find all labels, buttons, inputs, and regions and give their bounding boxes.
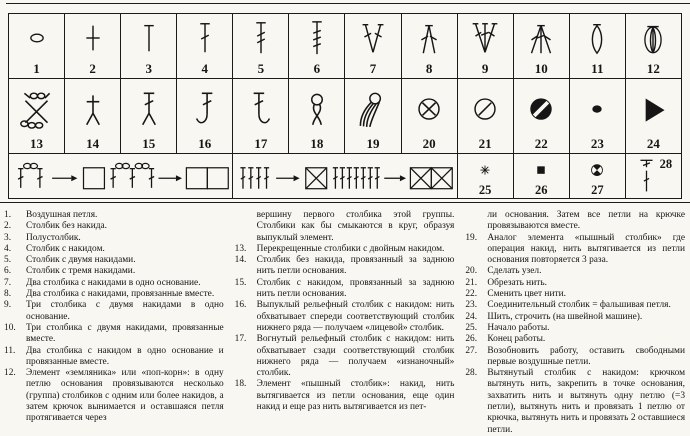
stitch-symbol (458, 79, 513, 137)
legend-item-number: 10. (4, 322, 16, 333)
legend-item-text: Элемент «земляника» или «поп-корн»: в одну петлю основания провязываются несколько (группа) столбиков с одним или более накидов, а затем крючок вынимается и оставшаяся петля протягивается через (26, 368, 224, 424)
stitch-symbol (177, 79, 232, 137)
stitch-symbol (121, 14, 176, 62)
stitch-symbol (570, 14, 625, 62)
legend-item-text: Вогнутый рельефный столбик с накидом: нить обхватывает сзади соответствующий столбик нижнего ряда — получаем «изнаночный» столбик. (256, 334, 455, 379)
symbol-row (9, 14, 682, 79)
legend-item (463, 312, 687, 323)
legend-item-number: 11. (4, 345, 16, 356)
symbol-number: 17 (254, 136, 268, 151)
stitch-symbol (458, 154, 513, 184)
symbol-cell-content (458, 79, 513, 153)
symbol-cell-27 (569, 154, 625, 199)
symbol-cell-28 (625, 154, 681, 199)
legend-item-text: Аналог элемента «пышный столбик» где операция накид, нить вытягивается из петли основания повторяется 3 раза. (487, 232, 686, 266)
symbol-cell-content (65, 14, 120, 78)
symbol-number: 25 (478, 183, 492, 197)
filet-filled-mesh-cell (233, 154, 457, 199)
dc-back-loop-icon (128, 86, 170, 130)
legend-item-number: 19. (465, 232, 478, 243)
symbol-cell-content (177, 79, 232, 153)
legend-item-text: Два столбика с накидами, провязанные вместе. (26, 289, 215, 300)
symbol-cell-2 (65, 14, 121, 79)
symbol-number: 24 (646, 136, 660, 151)
symbol-cell-13 (9, 79, 65, 154)
legend-item (233, 379, 457, 413)
legend-item (2, 221, 226, 232)
legend (2, 210, 687, 436)
symbol-cell-content (289, 79, 344, 153)
legend-item-number: 4. (4, 243, 12, 254)
symbol-cell-content (9, 79, 64, 153)
stitch-symbol (514, 14, 569, 62)
symbol-cell-content (345, 14, 400, 78)
legend-item-number: 24. (465, 311, 478, 322)
sc-back-loop-icon (72, 86, 114, 130)
legend-item-number: 18. (234, 379, 247, 390)
symbol-cell-content (458, 14, 513, 78)
legend-column (2, 210, 226, 436)
symbol-cell-10 (513, 14, 569, 79)
symbol-number: 19 (366, 136, 380, 151)
symbol-cell-content (345, 79, 400, 153)
stitch-symbol (65, 79, 120, 137)
legend-item (233, 244, 457, 255)
legend-item (463, 266, 687, 277)
half-column-icon (129, 19, 169, 57)
symbol-cell-17 (233, 79, 289, 154)
legend-item (233, 300, 457, 334)
symbol-number: 8 (425, 61, 433, 76)
stitch-symbol (345, 79, 400, 137)
symbol-number: 16 (198, 136, 212, 151)
filet-open-mesh-icon (12, 158, 230, 195)
legend-item (2, 300, 226, 323)
symbol-cell-14 (65, 79, 121, 154)
symbol-cell-11 (569, 14, 625, 79)
legend-item (463, 278, 687, 289)
air-loop-icon (17, 19, 57, 57)
symbol-cell-content (233, 14, 288, 78)
legend-item-text: Сменить цвет нити. (487, 289, 566, 300)
legend-item (2, 323, 226, 346)
legend-item (463, 334, 687, 345)
stitch-symbol (402, 79, 457, 137)
legend-item (2, 255, 226, 266)
symbol-cell-20 (401, 79, 457, 154)
legend-item-text: Элемент «пышный столбик»: накид, нить вытягивается из петли основания, еще один накид и еще раз нить вытягивается из пет- (256, 379, 455, 413)
stitch-symbol (570, 79, 625, 137)
symbol-number: 22 (534, 136, 548, 151)
symbol-cell-content (65, 79, 120, 153)
stitch-symbol (402, 14, 457, 62)
symbol-cell-content (570, 14, 625, 78)
stitch-symbol (65, 14, 120, 62)
symbol-number: 3 (145, 61, 152, 76)
symbol-cell-23 (569, 79, 625, 154)
legend-item-number: 1. (4, 210, 12, 220)
filet-open-mesh-cell (9, 154, 233, 199)
make-knot-icon (408, 86, 450, 130)
legend-item-number: 26. (465, 334, 478, 345)
legend-item-text: Столбик без накида. (26, 221, 108, 232)
legend-item (463, 323, 687, 334)
legend-item (2, 368, 226, 424)
symbol-cell-7 (345, 14, 401, 79)
legend-item-text: вершину первого столбика этой группы. Столбики как бы смыкаются в круг, образуя выпуклый элемент. (256, 210, 455, 243)
legend-item-text: Столбик с накидом, провязанный за заднюю нить петли основания. (256, 277, 455, 300)
resume-work-icon (584, 158, 610, 181)
legend-item-number: 25. (465, 322, 478, 333)
symbol-number: 13 (30, 136, 44, 151)
treble-crochet-icon (241, 19, 281, 57)
symbol-cell-content (514, 79, 569, 153)
legend-item-text: Выпуклый рельефный столбик с накидом: нить обхватывает спереди соответствующий столбик нижнего ряда — получаем «лицевой» столбик. (256, 300, 455, 333)
legend-item-number: 20. (465, 266, 478, 277)
legend-item-text: Столбик с тремя накидами. (26, 266, 136, 277)
legend-item-number: 17. (234, 334, 247, 345)
double-treble-icon (297, 19, 337, 57)
legend-item (2, 210, 226, 221)
two-dc-together-icon (409, 19, 449, 57)
work-end-icon (528, 158, 554, 181)
legend-item-text: Воздушная петля. (26, 210, 98, 220)
double-crochet-icon (185, 19, 225, 57)
legend-item-text: Обрезать нить. (487, 277, 547, 288)
legend-item-number: 16. (234, 300, 247, 311)
symbol-number: 20 (422, 136, 436, 151)
symbol-number: 4 (201, 61, 209, 76)
legend-item-number: 9. (4, 300, 12, 311)
puff-stitch-icon (296, 86, 338, 130)
back-post-dc-icon (240, 86, 282, 130)
legend-item-text: Два столбика с накидами в одно основание. (26, 277, 201, 288)
stitch-symbol (345, 14, 400, 62)
legend-item-text: Столбик с накидом. (26, 243, 105, 254)
legend-item-text: Начало работы. (487, 322, 550, 333)
symbol-number: 11 (591, 61, 604, 76)
legend-item-number: 3. (4, 232, 12, 243)
legend-item (463, 233, 687, 267)
legend-item-number (233, 210, 257, 244)
stitch-symbol (233, 14, 288, 62)
symbol-cell-15 (121, 79, 177, 154)
legend-item (2, 244, 226, 255)
table-bottom-rule (0, 202, 690, 203)
symbol-number: 2 (89, 61, 96, 76)
legend-item-number: 27. (465, 345, 478, 356)
legend-item-number: 7. (4, 277, 12, 288)
legend-item (233, 210, 457, 244)
stitch-symbol (177, 14, 232, 62)
symbol-cell-content (402, 79, 457, 153)
symbol-number: 6 (313, 61, 321, 76)
symbol-cell-content (626, 79, 681, 153)
legend-item-number: 15. (234, 277, 247, 288)
legend-item-text: Два столбика с накидом в одно основание и провязанные вместе. (26, 345, 224, 367)
legend-item-number: 22. (465, 289, 478, 300)
legend-item-number: 23. (465, 300, 478, 311)
symbol-cell-24 (625, 79, 681, 154)
legend-item-text: Три столбика с двумя накидами в одно основание. (26, 300, 224, 322)
legend-item-text: Соединительный столбик = фальшивая петля. (487, 300, 671, 311)
stitch-symbol (626, 79, 681, 137)
symbol-number: 28 (659, 156, 673, 171)
symbol-number: 21 (478, 136, 492, 151)
legend-item (233, 334, 457, 379)
cut-thread-icon (464, 86, 506, 130)
symbol-cell-21 (457, 79, 513, 154)
symbol-cell-18 (289, 79, 345, 154)
change-color-icon (520, 86, 562, 130)
legend-item-number: 13. (234, 243, 247, 254)
symbol-cell-6 (289, 14, 345, 79)
symbol-cell-content (233, 79, 288, 153)
legend-item-number: 5. (4, 255, 12, 266)
symbol-cell-12 (625, 14, 681, 79)
symbol-number: 9 (481, 61, 489, 76)
stitch-symbol (626, 14, 681, 62)
legend-item (463, 300, 687, 311)
legend-item-number (463, 210, 487, 233)
sew-machine-icon (632, 86, 674, 130)
symbol-cell-3 (121, 14, 177, 79)
symbol-number: 1 (33, 61, 40, 76)
stitch-symbol (570, 154, 625, 184)
legend-item-number: 21. (465, 277, 478, 288)
legend-item (233, 255, 457, 278)
stitch-symbol (9, 79, 64, 137)
legend-item-text: Столбик с двумя накидами. (26, 255, 136, 266)
stitch-symbol (289, 14, 344, 62)
legend-item-number: 28. (465, 368, 478, 379)
stitch-symbol (458, 14, 513, 62)
symbol-cell-content (626, 14, 681, 78)
legend-item (463, 210, 687, 233)
stitch-symbol (289, 79, 344, 137)
legend-item-text: Сделать узел. (487, 266, 542, 277)
three-tr-together-icon (521, 19, 561, 57)
symbol-table (8, 13, 682, 199)
symbol-number: 18 (310, 136, 324, 151)
legend-item (2, 266, 226, 277)
symbol-cell-content (233, 154, 456, 198)
legend-item (463, 289, 687, 300)
stitch-symbol (514, 79, 569, 137)
symbol-cell-4 (177, 14, 233, 79)
three-tr-one-base-icon (465, 19, 505, 57)
symbol-cell-content (514, 14, 569, 78)
legend-item-text: Перекрещенные столбики с двойным накидом. (256, 243, 445, 254)
symbol-cell-8 (401, 14, 457, 79)
symbol-number: 26 (534, 183, 548, 197)
symbol-cell-content (458, 154, 513, 198)
symbol-cell-content (121, 14, 176, 78)
symbol-number: 15 (142, 136, 156, 151)
legend-item-number: 6. (4, 266, 12, 277)
symbol-cell-9 (457, 14, 513, 79)
stitch-symbol (121, 79, 176, 137)
symbol-row (9, 154, 682, 199)
triple-puff-icon (352, 86, 394, 130)
symbol-number: 12 (646, 61, 660, 76)
symbol-number: 14 (86, 136, 100, 151)
symbol-cell-content (514, 154, 569, 198)
top-rule (6, 3, 690, 4)
symbol-cell-25 (457, 154, 513, 199)
symbol-cell-1 (9, 14, 65, 79)
symbol-cell-content (402, 14, 457, 78)
symbol-cell-content (9, 154, 232, 198)
symbol-cell-content (177, 14, 232, 78)
symbol-cell-content (570, 79, 625, 153)
legend-item-text: Вытянутый столбик с накидом: крючком вытянуть нить, закрепить в точке основания, захватить нить и вытянуть одну петлю (=3 петли), вытянуть нить и провязать 1 петлю от крючка, вытянуть нить и провязать 2 оставшиеся петли. (487, 368, 686, 435)
symbol-cell-16 (177, 79, 233, 154)
symbol-number: 27 (591, 183, 604, 197)
symbol-cell-content (626, 153, 681, 200)
legend-item-text: Полустолбик. (26, 232, 81, 243)
legend-item (2, 346, 226, 369)
legend-item (2, 233, 226, 244)
filet-filled-diagram (233, 154, 456, 198)
legend-item-text: Шить, строчить (на швейной машине). (487, 311, 643, 322)
legend-item (233, 278, 457, 301)
symbol-cell-26 (513, 154, 569, 199)
two-dc-one-base-icon (353, 19, 393, 57)
symbol-cell-19 (345, 79, 401, 154)
filet-filled-mesh-icon (236, 158, 454, 195)
popcorn-icon (633, 19, 673, 57)
legend-item-text: Столбик без накида, провязанный за заднюю нить петли основания. (256, 255, 455, 277)
legend-item-number: 8. (4, 289, 12, 300)
legend-item (2, 278, 226, 289)
legend-item-text: ли основания. Затем все петли на крючке провязываются вместе. (487, 210, 686, 232)
symbol-number: 10 (534, 61, 548, 76)
symbol-cell-content (289, 14, 344, 78)
symbol-row (9, 79, 682, 154)
front-post-dc-icon (184, 86, 226, 130)
crossed-trebles-icon (16, 86, 58, 130)
single-crochet-icon (73, 19, 113, 57)
legend-item-number: 2. (4, 221, 12, 232)
legend-item (463, 368, 687, 436)
symbol-cell-5 (233, 14, 289, 79)
symbol-number: 7 (369, 61, 377, 76)
legend-item-text: Возобновить работу, оставить свободными первые воздушные петли. (487, 345, 686, 367)
symbol-cell-22 (513, 79, 569, 154)
legend-item-text: Три столбика с двумя накидами, провязанные вместе. (26, 322, 224, 345)
extended-dc-icon (635, 156, 658, 194)
filet-open-diagram (9, 154, 232, 198)
symbol-number: 23 (590, 136, 604, 151)
legend-item (2, 289, 226, 300)
stitch-symbol (233, 79, 288, 137)
legend-item-text: Конец работы. (487, 334, 546, 345)
symbol-number: 5 (257, 61, 265, 76)
legend-column (463, 210, 687, 436)
symbol-cell-content (570, 154, 625, 198)
symbol-cell-content (121, 79, 176, 153)
stitch-symbol (9, 14, 64, 62)
stitch-symbol (514, 154, 569, 184)
legend-item-number: 12. (4, 368, 16, 379)
legend-column (233, 210, 457, 436)
slip-stitch-icon (576, 86, 618, 130)
symbol-cell-content (9, 14, 64, 78)
legend-item (463, 346, 687, 369)
two-dc-cluster-icon (577, 19, 617, 57)
work-start-icon (472, 158, 498, 181)
legend-item-number: 14. (234, 255, 247, 266)
